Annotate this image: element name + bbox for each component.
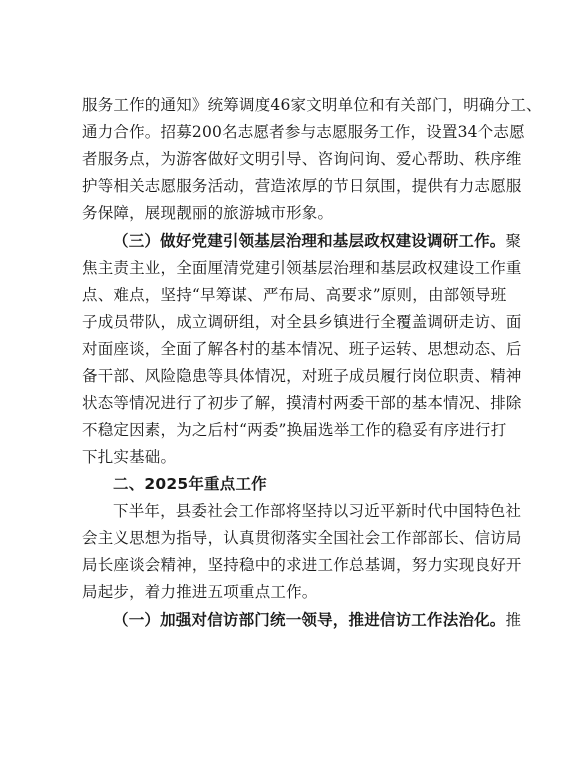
text-line: 状态等情况进行了初步了解，摸清村两委干部的基本情况、排除 [82, 394, 522, 412]
document-body [82, 92, 542, 634]
subsection-heading: （一）加强对信访部门统一领导，推进信访工作法治化。 [113, 610, 506, 629]
paragraph-volunteer-service [82, 92, 542, 227]
section-heading: 二、2025年重点工作 [113, 475, 267, 493]
text-line: 下扎实基础。 [82, 448, 177, 466]
text-line: 焦主责主业，全面厘清党建引领基层治理和基层政权建设工作重 [82, 259, 522, 277]
paragraph-petition-work [82, 606, 522, 634]
text-line-with-heading [82, 227, 522, 255]
subsection-heading: （三）做好党建引领基层治理和基层政权建设调研工作。 [113, 231, 506, 250]
text-line: 者服务点，为游客做好文明引导、咨询问询、爱心帮助、秩序维 [82, 150, 522, 168]
text-line: 下半年，县委社会工作部将坚持以习近平新时代中国特色社 [113, 502, 522, 520]
text-line: 会主义思想为指导，认真贯彻落实全国社会工作部部长、信访局 [82, 529, 522, 547]
text-line: 不稳定因素，为之后村“两委”换届选举工作的稳妥有序进行打 [82, 421, 507, 439]
text-line: 备干部、风险隐患等具体情况，对班子成员履行岗位职责、精神 [82, 367, 522, 385]
text-line: 护等相关志愿服务活动，营造浓厚的节日氛围，提供有力志愿服 [82, 177, 522, 195]
text-line: 子成员带队，成立调研组，对全县乡镇进行全覆盖调研走访、面 [82, 313, 522, 331]
text-line: 点、难点，坚持“早筹谋、严布局、高要求”原则，由部领导班 [82, 286, 507, 304]
text-line: 局长座谈会精神，坚持稳中的求进工作总基调，努力实现良好开 [82, 556, 522, 574]
text-line: 局起步，着力推进五项重点工作。 [82, 583, 318, 601]
section-heading-block [82, 471, 502, 498]
text-line: 服务工作的通知》统筹调度46家文明单位和有关部门，明确分工、 [82, 96, 542, 114]
text-line-with-heading [82, 606, 522, 634]
heading-tail: 推 [505, 611, 522, 629]
heading-tail: 聚 [505, 232, 522, 250]
text-line: 通力合作。招募200名志愿者参与志愿服务工作，设置34个志愿 [82, 123, 525, 141]
text-line: 务保障，展现靓丽的旅游城市形象。 [82, 204, 334, 222]
paragraph-grassroots-governance [82, 227, 522, 471]
text-line: 对面座谈，全面了解各村的基本情况、班子运转、思想动态、后 [82, 340, 522, 358]
paragraph-second-half-plan [82, 498, 522, 606]
